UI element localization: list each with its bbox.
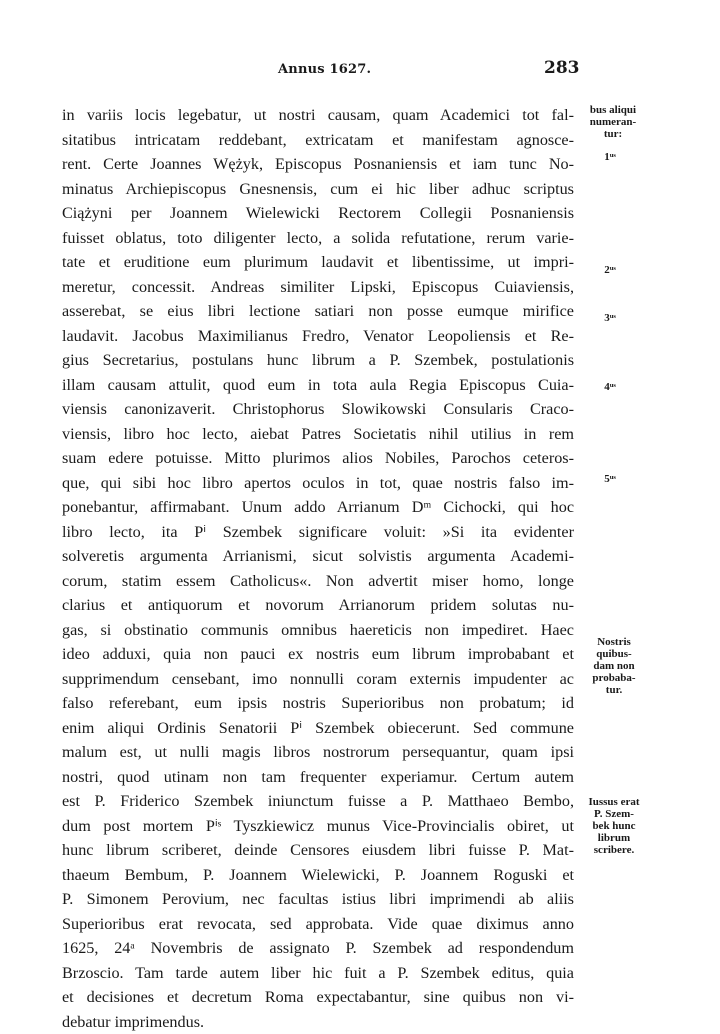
margin-note-line: scribere.: [578, 844, 650, 856]
page-number: 283: [544, 58, 580, 78]
text-line: viensis, libro hoc lecto, aiebat Patres Societatis nihil utilius in rem: [62, 422, 574, 447]
text-line: malum est, ut nulli magis libros nostrorum persequantur, quam ipsi: [62, 740, 574, 765]
text-line: enim aliqui Ordinis Senatorii Pⁱ Szembek obiecerunt. Sed commune: [62, 716, 574, 741]
margin-note-3: 3ᵘˢ: [590, 312, 630, 324]
text-line: in variis locis legebatur, ut nostri causam, quam Academici tot fal-: [62, 103, 574, 128]
text-line: ideo adduxi, quia non pauci ex nostris eum librum improbabant et: [62, 642, 574, 667]
margin-note-line: bek hunc: [578, 820, 650, 832]
margin-note-line: probaba-: [580, 672, 648, 684]
text-line: Ciążyni per Joannem Wielewicki Rectorem Collegii Posnaniensis: [62, 201, 574, 226]
text-line: falso referebant, eum ipsis nostris Superioribus non probatum; id: [62, 691, 574, 716]
margin-note-line: bus aliqui: [578, 104, 648, 116]
text-line: hunc librum scriberet, deinde Censores eiusdem libri fuisse P. Mat-: [62, 838, 574, 863]
margin-note-line: Nostris: [580, 636, 648, 648]
text-line: illam causam attulit, quod eum in tota aula Regia Episcopus Cuia-: [62, 373, 574, 398]
text-line: suam edere potuisse. Mitto plurimos alios Nobiles, Parochos ceteros-: [62, 446, 574, 471]
text-line: est P. Friderico Szembek iniunctum fuisse a P. Matthaeo Bembo,: [62, 789, 574, 814]
margin-note-line: librum: [578, 832, 650, 844]
text-line: viensis canonizaverit. Christophorus Slowikowski Consularis Craco-: [62, 397, 574, 422]
text-line: minatus Archiepiscopus Gnesnensis, cum ei hic liber adhuc scriptus: [62, 177, 574, 202]
page-header: [0, 58, 720, 82]
text-line: P. Simonem Perovium, nec facultas istius libri imprimendi ab aliis: [62, 887, 574, 912]
margin-note-line: quibus-: [580, 648, 648, 660]
text-line: libro lecto, ita Pⁱ Szembek significare voluit: »Si ita evidenter: [62, 520, 574, 545]
running-head: Annus 1627.: [278, 62, 371, 77]
margin-note-line: dam non: [580, 660, 648, 672]
margin-note-line: numeran-: [578, 116, 648, 128]
margin-note-5: 5ᵘˢ: [590, 473, 630, 485]
text-line: tate et eruditione eum plurimum laudavit et libentissime, ut impri-: [62, 250, 574, 275]
text-line: debatur imprimendus.: [62, 1010, 574, 1034]
margin-note-line: tur:: [578, 128, 648, 140]
text-line: corum, statim essem Catholicus«. Non advertit miser homo, longe: [62, 569, 574, 594]
body-text: [62, 103, 574, 1034]
text-line: gas, si obstinatio communis omnibus haereticis non impediret. Haec: [62, 618, 574, 643]
text-line: rent. Certe Joannes Wężyk, Episcopus Posnaniensis et iam tunc No-: [62, 152, 574, 177]
margin-note-line: Iussus erat: [578, 796, 650, 808]
text-line: supprimendum censebant, imo nonnulli coram externis impudenter ac: [62, 667, 574, 692]
text-line: et decisiones et decretum Roma expectabantur, sine quibus non vi-: [62, 985, 574, 1010]
text-line: solveretis argumenta Arrianismi, sicut solvistis argumenta Academi-: [62, 544, 574, 569]
margin-note-aliqui: [578, 104, 648, 140]
text-line: dum post mortem Pⁱˢ Tyszkiewicz munus Vice-Provincialis obiret, ut: [62, 814, 574, 839]
text-line: gius Secretarius, postulans hunc librum a P. Szembek, postulationis: [62, 348, 574, 373]
margin-note-4: 4ᵘˢ: [590, 381, 630, 393]
margin-note-line: P. Szem-: [578, 808, 650, 820]
text-line: que, qui sibi hoc libro apertos oculos in tot, quae nostris falso im-: [62, 471, 574, 496]
text-line: clarius et antiquorum et novorum Arrianorum pridem solutas nu-: [62, 593, 574, 618]
text-line: Superioribus erat revocata, sed approbata. Vide quae diximus anno: [62, 912, 574, 937]
text-line: nostri, quod utinam non tam frequenter experiamur. Certum autem: [62, 765, 574, 790]
text-line: 1625, 24ᵃ Novembris de assignato P. Szembek ad respondendum: [62, 936, 574, 961]
margin-note-line: tur.: [580, 684, 648, 696]
text-line: fuisset oblatus, toto diligenter lecto, a solida refutatione, rerum varie-: [62, 226, 574, 251]
text-line: sitatibus intricatam reddebant, extricatam et manifestam agnosce-: [62, 128, 574, 153]
text-line: ponebantur, affirmabant. Unum addo Arrianum Dᵐ Cichocki, qui hoc: [62, 495, 574, 520]
margin-note-nostris: [580, 636, 648, 696]
text-line: asserebat, se eius libri lectione satiari non posse eumque mirifice: [62, 299, 574, 324]
margin-note-2: 2ᵘˢ: [590, 264, 630, 276]
margin-note-1: 1ᵘˢ: [590, 151, 630, 163]
text-line: meretur, concessit. Andreas similiter Lipski, Episcopus Cuiaviensis,: [62, 275, 574, 300]
margin-note-iussus: [578, 796, 650, 856]
text-line: laudavit. Jacobus Maximilianus Fredro, Venator Leopoliensis et Re-: [62, 324, 574, 349]
text-line: thaeum Bembum, P. Joannem Wielewicki, P. Joannem Roguski et: [62, 863, 574, 888]
text-line: Brzoscio. Tam tarde autem liber hic fuit a P. Szembek editus, quia: [62, 961, 574, 986]
